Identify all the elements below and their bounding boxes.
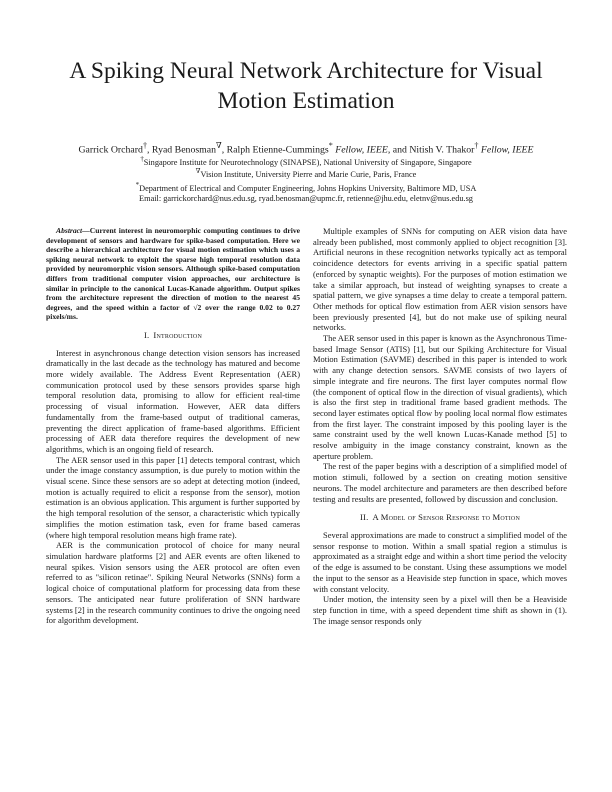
right-column — [313, 226, 567, 626]
paragraph: Interest in asynchronous change detection vision sensors has increased dramatically in the last decade as the technology has matured and become more widely available. The Address Event Representation (AER) communication protocol used by these sensors provides sparse high temporal resolution data, promising to allow for efficient real-time processing of visual information. However, AER data differs fundamentally from the frame-based output of traditional cameras, preventing the direct application of frame-based algorithms. Efficient processing of AER data therefore requires the development of new algorithms, which is an ongoing field of research. — [46, 347, 300, 454]
paragraph: Several approximations are made to construct a simplified model of the sensor response to motion. Within a small spatial region a stimulus is approximated as a straight edge and within a short time period the velocity of the edge is assumed to be constant. Using these assumptions we model the input to the sensor as a Heaviside step function in space, which moves with constant velocity. — [313, 529, 567, 594]
affiliation-text: Vision Institute, University Pierre and Marie Curie, Paris, France — [200, 169, 417, 179]
paper-title: A Spiking Neural Network Architecture for Visual Motion Estimation — [69, 58, 543, 114]
affiliation-mark: † — [140, 156, 144, 163]
affiliation-text: Department of Electrical and Computer Engineering, Johns Hopkins University, Baltimore MD, USA — [139, 183, 477, 193]
author-joiner: , and — [387, 144, 407, 156]
abstract — [46, 226, 300, 322]
author-mark: † — [142, 141, 148, 150]
author-name: Ryad Benosman — [151, 144, 217, 156]
email-line: Email: garrickorchard@nus.edu.sg, ryad.benosman@upmc.fr, retienne@jhu.edu, eletnv@nus.edu.sg — [139, 194, 473, 203]
author-fellow: Fellow, IEEE — [335, 144, 388, 156]
author-mark: * — [328, 141, 333, 150]
paragraph: AER is the communication protocol of choice for many neural simulation hardware platforms [2] and AER events are often likened to neural spikes. Vision sensors using the AER protocol are often even referred to as "silicon retinae". Spiking Neural Networks (SNNs) form a logical choice of computational platform for processing data from these sensors. The anticipated near future proliferation of SNN hardware systems [2] in the research community continues to drive the ongoing need for algorithm development. — [46, 540, 300, 626]
author-name: Nitish V. Thakor — [409, 144, 475, 156]
author-list: Garrick Orchard†, Ryad Benosman∇, Ralph Etienne-Cummings* Fellow, IEEE, and Nitish V. Thakor† Fellow, IEEE — [78, 141, 534, 156]
affiliation-2 — [30, 166, 582, 180]
author-name: Garrick Orchard — [78, 144, 143, 156]
author-name: Ralph Etienne-Cummings — [226, 144, 329, 156]
author-mark: ∇ — [216, 141, 222, 150]
left-column — [46, 226, 300, 626]
author-fellow: Fellow, IEEE — [480, 144, 534, 156]
paragraph: The rest of the paper begins with a description of a simplified model of motion stimuli, followed by a section on creating motion sensitive neurons. The model architecture and parameters are then described before testing and results are presented, followed by discussion and conclusion. — [313, 461, 567, 504]
affiliation-text: Singapore Institute for Neurotechnology (SINAPSE), National University of Singapore, Singapore — [143, 157, 472, 167]
affiliation-3 — [30, 180, 582, 194]
abstract-lead: Abstract — [56, 226, 83, 235]
affiliation-mark: ∇ — [195, 168, 201, 175]
paragraph: Under motion, the intensity seen by a pixel will then be a Heaviside step function in time, with a speed dependent time shift as shown in (1). The image sensor responds only — [313, 594, 567, 626]
paragraph: Multiple examples of SNNs for computing on AER vision data have already been published, most commonly applied to object recognition [3]. Artificial neurons in these recognition networks typically act as temporal coincidence detectors for events arriving in a specific spatial pattern (enforced by synaptic weights). For the purposes of motion estimation we take a similar approach, but instead of weighting synapses to create a spatial pattern, we give synapses a time delay to create a temporal pattern. Other methods for optical flow estimation from AER vision sensors have been previously presented [4], but do not make use of spiking neural networks. — [313, 226, 567, 333]
section-heading-introduction: I. Introduction — [143, 329, 202, 340]
paragraph: The AER sensor used in this paper [1] detects temporal contrast, which under the image constancy assumption, is due purely to motion within the visual scene. Since these sensors are so adept at detecting motion (indeed, motion is actually required to elicit a response from the sensor), motion estimation is an obvious application. This argument is further supported by the high temporal resolution of the sensor, a characteristic which typically simplifies the motion estimation task, even for frame based cameras (where high temporal resolution means high frame rate). — [46, 454, 300, 540]
affiliation-mark: * — [135, 182, 140, 189]
author-mark: † — [474, 141, 479, 150]
abstract-text: —Current interest in neuromorphic computing continues to drive development of sensors and hardware for spike-based computation. Here we describe a hierarchical architecture for visual motion estimation which uses a spiking neural network to exploit the sparse high temporal resolution data provided by neuromorphic vision sensors. Although spike-based computation differs from traditional computer vision approaches, our architecture is similar in principle to the canonical Lucas-Kanade algorithm. Output spikes from the architecture represent the direction of motion to the nearest 45 degrees, and the speed within a factor of √2 over the range 0.02 to 0.27 pixels/ms. — [46, 226, 300, 322]
section-heading-sensor-model: II. A Model of Sensor Response to Motion — [360, 512, 520, 523]
paragraph: The AER sensor used in this paper is known as the Asynchronous Time-based Image Sensor (ATIS) [1], but our Spiking Architecture for Visual Motion Estimation (SAVME) described in this paper is intended to work with any change detection sensors. SAVME consists of two layers of simple integrate and fire neurons. The first layer computes normal flow (the component of optical flow in the direction of visual gradients), which is also the first step in traditional frame based gradient methods. The second layer estimates optical flow by pooling local normal flow estimates from the first layer. The constraint imposed by this pooling layer is the same constraint used by the well known Lucas-Kanade method [5] to resolve ambiguity in the image constancy constraint, known as the aperture problem. — [313, 333, 567, 461]
